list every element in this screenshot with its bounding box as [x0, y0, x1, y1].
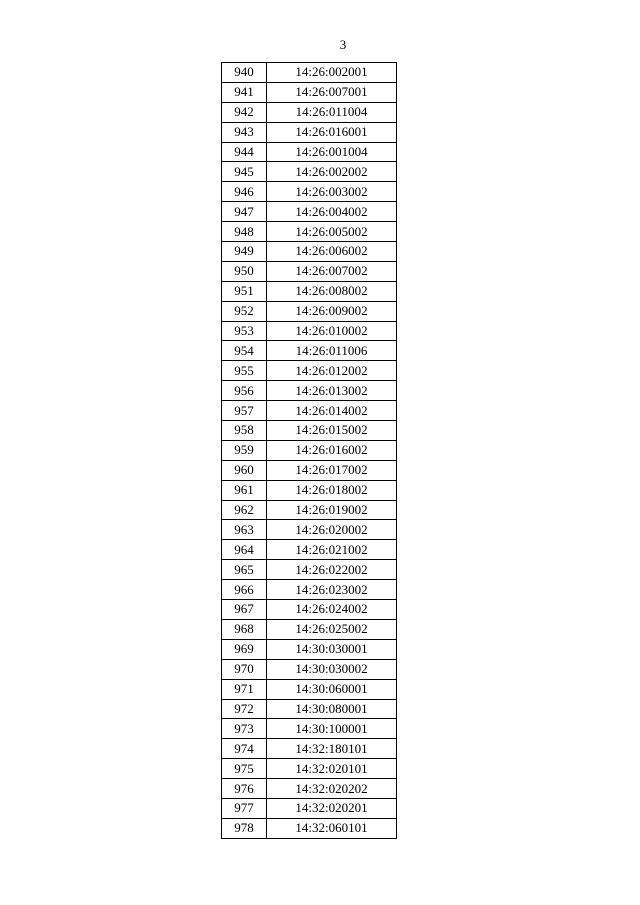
table-row	[222, 122, 397, 142]
table-row	[222, 659, 397, 679]
table-row	[222, 202, 397, 222]
cadastral-code-cell: 14:26:013002	[267, 381, 397, 401]
row-number-cell: 942	[222, 102, 267, 122]
row-number-cell: 946	[222, 182, 267, 202]
table-row	[222, 699, 397, 719]
table-row	[222, 341, 397, 361]
row-number-cell: 954	[222, 341, 267, 361]
row-number-cell: 943	[222, 122, 267, 142]
cadastral-code-cell: 14:26:011006	[267, 341, 397, 361]
table-row	[222, 639, 397, 659]
table-row	[222, 460, 397, 480]
row-number-cell: 948	[222, 222, 267, 242]
table-row	[222, 301, 397, 321]
cadastral-code-cell: 14:26:010002	[267, 321, 397, 341]
page-number: 3	[339, 37, 347, 52]
table-row	[222, 361, 397, 381]
cadastral-code-cell: 14:26:024002	[267, 600, 397, 620]
cadastral-code-cell: 14:26:009002	[267, 301, 397, 321]
row-number-cell: 967	[222, 600, 267, 620]
table-row	[222, 739, 397, 759]
table-row	[222, 261, 397, 281]
row-number-cell: 972	[222, 699, 267, 719]
table-row	[222, 798, 397, 818]
cadastral-code-cell: 14:26:017002	[267, 460, 397, 480]
row-number-cell: 958	[222, 421, 267, 441]
cadastral-code-cell: 14:26:015002	[267, 421, 397, 441]
table-row	[222, 63, 397, 83]
cadastral-code-cell: 14:32:020202	[267, 779, 397, 799]
row-number-cell: 961	[222, 480, 267, 500]
row-number-cell: 952	[222, 301, 267, 321]
cadastral-code-cell: 14:30:030001	[267, 639, 397, 659]
table-row	[222, 500, 397, 520]
cadastral-code-cell: 14:26:023002	[267, 580, 397, 600]
cadastral-code-cell: 14:30:060001	[267, 679, 397, 699]
row-number-cell: 949	[222, 242, 267, 262]
cadastral-code-cell: 14:26:003002	[267, 182, 397, 202]
cadastral-code-cell: 14:26:005002	[267, 222, 397, 242]
cadastral-code-cell: 14:26:011004	[267, 102, 397, 122]
row-number-cell: 959	[222, 440, 267, 460]
row-number-cell: 960	[222, 460, 267, 480]
row-number-cell: 963	[222, 520, 267, 540]
cadastral-code-cell: 14:26:018002	[267, 480, 397, 500]
row-number-cell: 962	[222, 500, 267, 520]
row-number-cell: 978	[222, 818, 267, 838]
table-row	[222, 162, 397, 182]
cadastral-code-cell: 14:26:014002	[267, 401, 397, 421]
row-number-cell: 977	[222, 798, 267, 818]
row-number-cell: 945	[222, 162, 267, 182]
row-number-cell: 968	[222, 619, 267, 639]
table-row	[222, 222, 397, 242]
row-number-cell: 941	[222, 82, 267, 102]
cadastral-code-cell: 14:26:021002	[267, 540, 397, 560]
table-row	[222, 540, 397, 560]
cadastral-code-cell: 14:26:020002	[267, 520, 397, 540]
row-number-cell: 975	[222, 759, 267, 779]
row-number-cell: 971	[222, 679, 267, 699]
row-number-cell: 957	[222, 401, 267, 421]
table-row	[222, 182, 397, 202]
row-number-cell: 950	[222, 261, 267, 281]
table-row	[222, 619, 397, 639]
row-number-cell: 955	[222, 361, 267, 381]
row-number-cell: 940	[222, 63, 267, 83]
row-number-cell: 965	[222, 560, 267, 580]
table-row	[222, 82, 397, 102]
row-number-cell: 973	[222, 719, 267, 739]
table-row	[222, 321, 397, 341]
cadastral-code-cell: 14:26:004002	[267, 202, 397, 222]
cadastral-code-cell: 14:26:006002	[267, 242, 397, 262]
cadastral-code-cell: 14:26:022002	[267, 560, 397, 580]
table-row	[222, 421, 397, 441]
table-row	[222, 560, 397, 580]
table-row	[222, 281, 397, 301]
cadastral-code-cell: 14:26:019002	[267, 500, 397, 520]
table-row	[222, 779, 397, 799]
row-number-cell: 953	[222, 321, 267, 341]
row-number-cell: 966	[222, 580, 267, 600]
row-number-cell: 976	[222, 779, 267, 799]
cadastral-code-cell: 14:32:060101	[267, 818, 397, 838]
cadastral-table-container	[221, 62, 397, 839]
table-row	[222, 719, 397, 739]
row-number-cell: 956	[222, 381, 267, 401]
cadastral-code-cell: 14:26:025002	[267, 619, 397, 639]
cadastral-code-cell: 14:32:180101	[267, 739, 397, 759]
cadastral-code-cell: 14:26:002001	[267, 63, 397, 83]
table-row	[222, 381, 397, 401]
table-body	[222, 63, 397, 839]
row-number-cell: 974	[222, 739, 267, 759]
row-number-cell: 947	[222, 202, 267, 222]
cadastral-code-cell: 14:32:020201	[267, 798, 397, 818]
cadastral-code-cell: 14:26:002002	[267, 162, 397, 182]
cadastral-code-cell: 14:26:016002	[267, 440, 397, 460]
table-row	[222, 242, 397, 262]
table-row	[222, 102, 397, 122]
table-row	[222, 520, 397, 540]
cadastral-table	[221, 62, 397, 839]
table-row	[222, 480, 397, 500]
table-row	[222, 600, 397, 620]
row-number-cell: 944	[222, 142, 267, 162]
table-row	[222, 401, 397, 421]
cadastral-code-cell: 14:26:008002	[267, 281, 397, 301]
cadastral-code-cell: 14:26:016001	[267, 122, 397, 142]
cadastral-code-cell: 14:26:007001	[267, 82, 397, 102]
table-row	[222, 580, 397, 600]
row-number-cell: 964	[222, 540, 267, 560]
cadastral-code-cell: 14:30:030002	[267, 659, 397, 679]
cadastral-code-cell: 14:30:100001	[267, 719, 397, 739]
cadastral-code-cell: 14:26:012002	[267, 361, 397, 381]
row-number-cell: 969	[222, 639, 267, 659]
row-number-cell: 970	[222, 659, 267, 679]
table-row	[222, 818, 397, 838]
cadastral-code-cell: 14:26:007002	[267, 261, 397, 281]
table-row	[222, 440, 397, 460]
cadastral-code-cell: 14:26:001004	[267, 142, 397, 162]
table-row	[222, 142, 397, 162]
table-row	[222, 759, 397, 779]
cadastral-code-cell: 14:32:020101	[267, 759, 397, 779]
table-row	[222, 679, 397, 699]
cadastral-code-cell: 14:30:080001	[267, 699, 397, 719]
row-number-cell: 951	[222, 281, 267, 301]
